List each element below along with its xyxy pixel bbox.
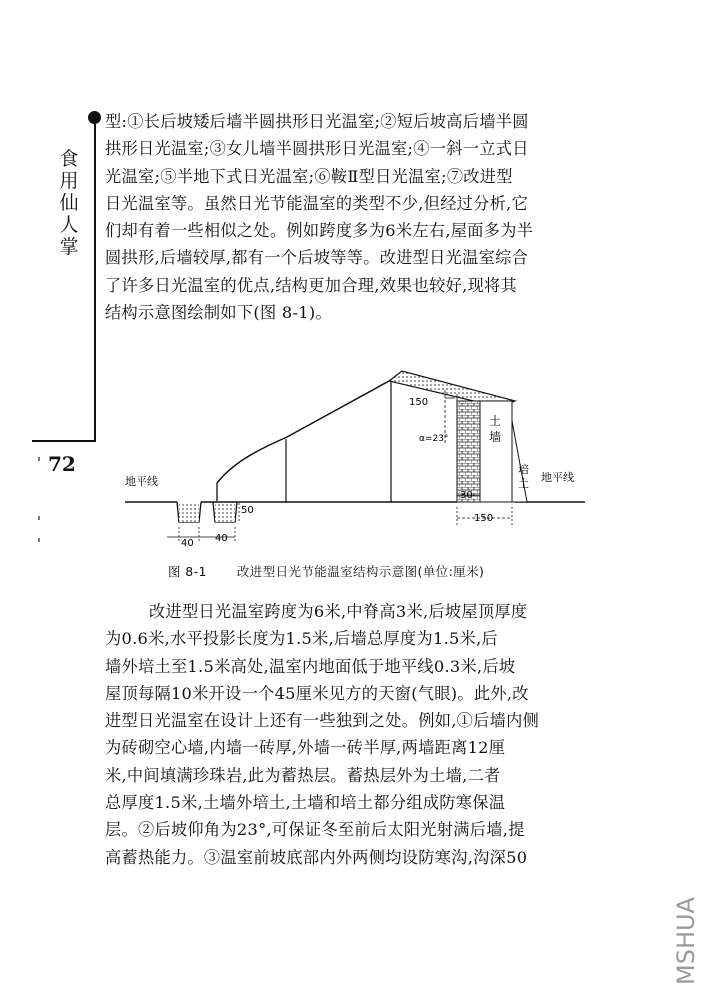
scan-mark [38,457,40,461]
title-char: 仙 [59,192,79,214]
text-line: 米,中间填满珍珠岩,此为蓄热层。蓄热层外为土墙,二者 [105,765,501,785]
title-char: 用 [59,170,79,192]
dim-label-40-b: 40 [215,533,228,544]
bank-soil-label-2: 土 [518,477,529,490]
greenhouse-structure-diagram [105,355,605,555]
earth-wall-label-2: 墙 [489,430,502,444]
ground-label-left: 地平线 [125,475,158,488]
back-wall-brick [457,401,480,502]
text-line: 总厚度1.5米,土墙外培土,土墙和培土都分组成防寒保温 [105,793,506,813]
figure-number: 图 8-1 [168,564,207,579]
text-line: 了许多日光温室的优点,结构更加合理,效果也较好,现将其 [105,275,518,295]
margin-horizontal-rule [32,440,96,442]
text-line: 屋顶每隔10米开设一个45厘米见方的天窗(气眼)。此外,改 [105,683,529,703]
ground-label-right: 地平线 [541,471,574,484]
text-line: 层。②后坡仰角为23°,可保证冬至前后太阳光射满后墙,提 [105,820,525,840]
page-number: 72 [48,452,76,476]
text-line: 们却有着一些相似之处。例如跨度多为6米左右,屋面多为半 [105,221,534,241]
paragraph-greenhouse-types [105,108,533,326]
earth-wall-label-1: 土 [489,414,502,428]
trench-fill-inner [215,503,235,522]
title-char: 掌 [59,236,79,258]
text-line: 改进型日光温室跨度为6米,中脊高3米,后坡屋顶厚度 [149,602,528,621]
bank-soil-label-1: 培 [518,463,529,476]
scan-mark [38,516,40,520]
dim-label-30: 30 [460,490,473,501]
figure-caption-text: 改进型日光节能温室结构示意图(单位:厘米) [236,564,485,579]
paragraph-structure-details [105,598,539,871]
text-line: 圆拱形,后墙较厚,都有一个后坡等等。改进型日光温室综合 [105,248,529,268]
front-roof-arc [217,381,389,483]
title-char: 食 [59,148,79,170]
text-line: 为0.6米,水平投影长度为1.5米,后墙总厚度为1.5米,后 [105,629,499,649]
text-line: 结构示意图绘制如下(图 8-1)。 [105,303,333,323]
dim-label-40-a: 40 [181,538,194,549]
dim-label-50: 50 [241,505,254,516]
scan-mark [38,538,40,542]
text-line: 日光温室等。虽然日光节能温室的类型不少,但经过分析,它 [105,193,529,213]
trench-fill-outer [179,503,199,522]
figure-caption [168,562,484,580]
text-line: 型:①长后坡矮后墙半圆拱形日光温室;②短后坡高后墙半圆 [105,112,529,131]
text-line: 光温室;⑤半地下式日光温室;⑥鞍Ⅱ型日光温室;⑦改进型 [105,166,513,186]
watermark [664,883,704,988]
text-line: 高蓄热能力。③温室前坡底部内外两侧均设防寒沟,沟深50 [105,847,528,867]
dim-label-150-top: 150 [409,397,429,408]
text-line: 墙外培土至1.5米高处,温室内地面低于地平线0.3米,后坡 [105,656,516,676]
text-line: 拱形日光温室;③女儿墙半圆拱形日光温室;④一斜一立式日 [105,139,529,159]
text-line: 进型日光温室在设计上还有一些独到之处。例如,①后墙内侧 [105,711,540,731]
title-char: 人 [59,214,79,236]
margin-vertical-rule [94,118,96,440]
watermark-text: MSHUA [672,897,700,985]
running-book-title [58,148,80,258]
dim-label-150-bottom: 150 [474,513,494,524]
text-line: 为砖砌空心墙,内墙一砖厚,外墙一砖半厚,两墙距离12厘 [105,738,506,758]
angle-label: α=23° [419,434,449,444]
